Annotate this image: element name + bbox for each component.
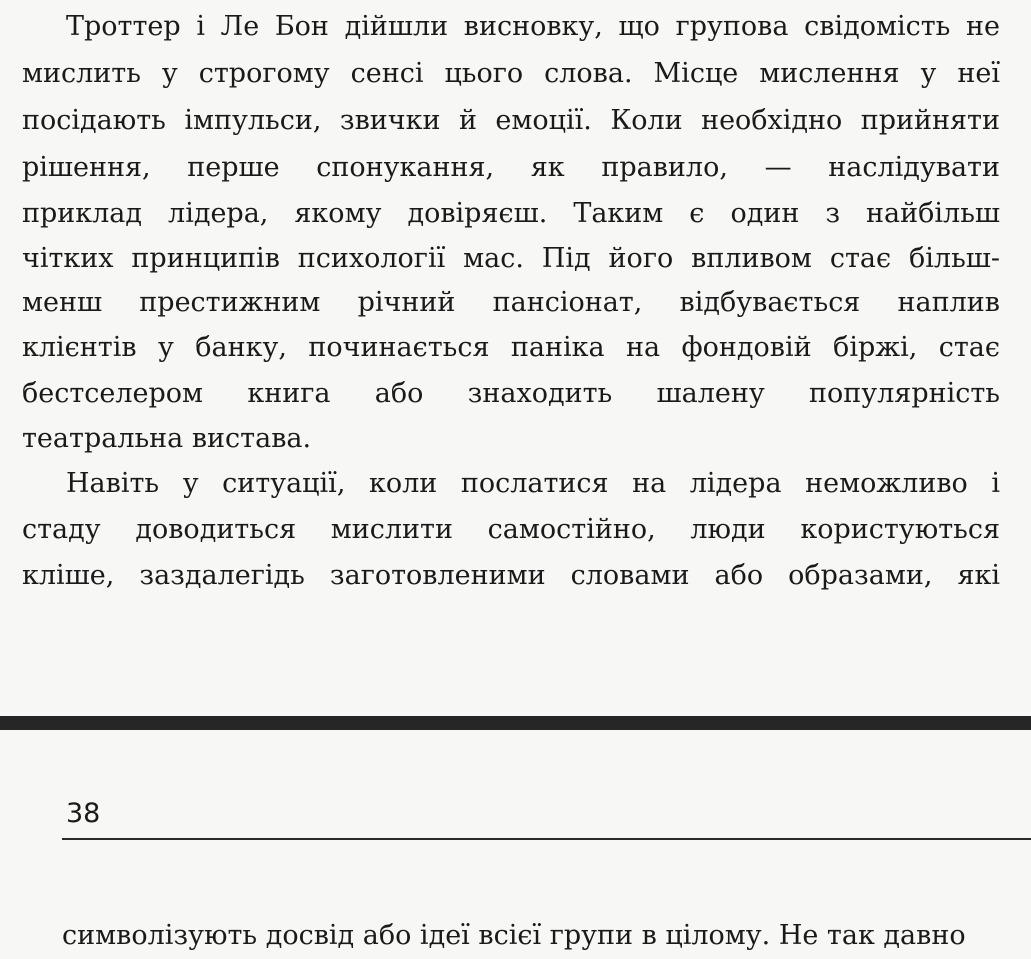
- clipped-previous-line: [22, 0, 31, 8]
- paragraph-line: бестселером книга або знаходить шалену популярність: [22, 378, 1000, 409]
- paragraph-line: Троттер і Ле Бон дійшли висновку, що групова свідомість не: [66, 11, 1000, 42]
- paragraph-line: стаду доводиться мислити самостійно, люди користуються: [22, 514, 1000, 545]
- next-page-line: символізують досвід або ідеї всієї групи в цілому. Не так давно: [62, 920, 966, 951]
- page-rule: [62, 838, 1031, 840]
- page-top-fragment: [0, 0, 1031, 8]
- paragraph-last-line: театральна вистава.: [22, 423, 312, 454]
- paragraph-line: приклад лідера, якому довіряєш. Таким є один з найбільш: [22, 198, 1000, 229]
- paragraph-line: чітких принципів психології мас. Під його впливом стає більш-: [22, 243, 1000, 274]
- paragraph-line: мислить у строгому сенсі цього слова. Місце мислення у неї: [22, 58, 1000, 89]
- paragraph-line: рішення, перше спонукання, як правило, — наслідувати: [22, 152, 1000, 183]
- paragraph-line: клієнтів у банку, починається паніка на фондовій біржі, стає: [22, 332, 1000, 363]
- page-number: 38: [66, 798, 101, 829]
- paragraph-line: Навіть у ситуації, коли послатися на лідера неможливо і: [66, 468, 1000, 499]
- paragraph-line: кліше, заздалегідь заготовленими словами або образами, які: [22, 560, 1000, 591]
- screenshot-divider: [0, 716, 1031, 730]
- paragraph-line: посідають імпульси, звички й емоції. Коли необхідно прийняти: [22, 105, 1000, 136]
- paragraph-line: менш престижним річний пансіонат, відбувається наплив: [22, 287, 1000, 318]
